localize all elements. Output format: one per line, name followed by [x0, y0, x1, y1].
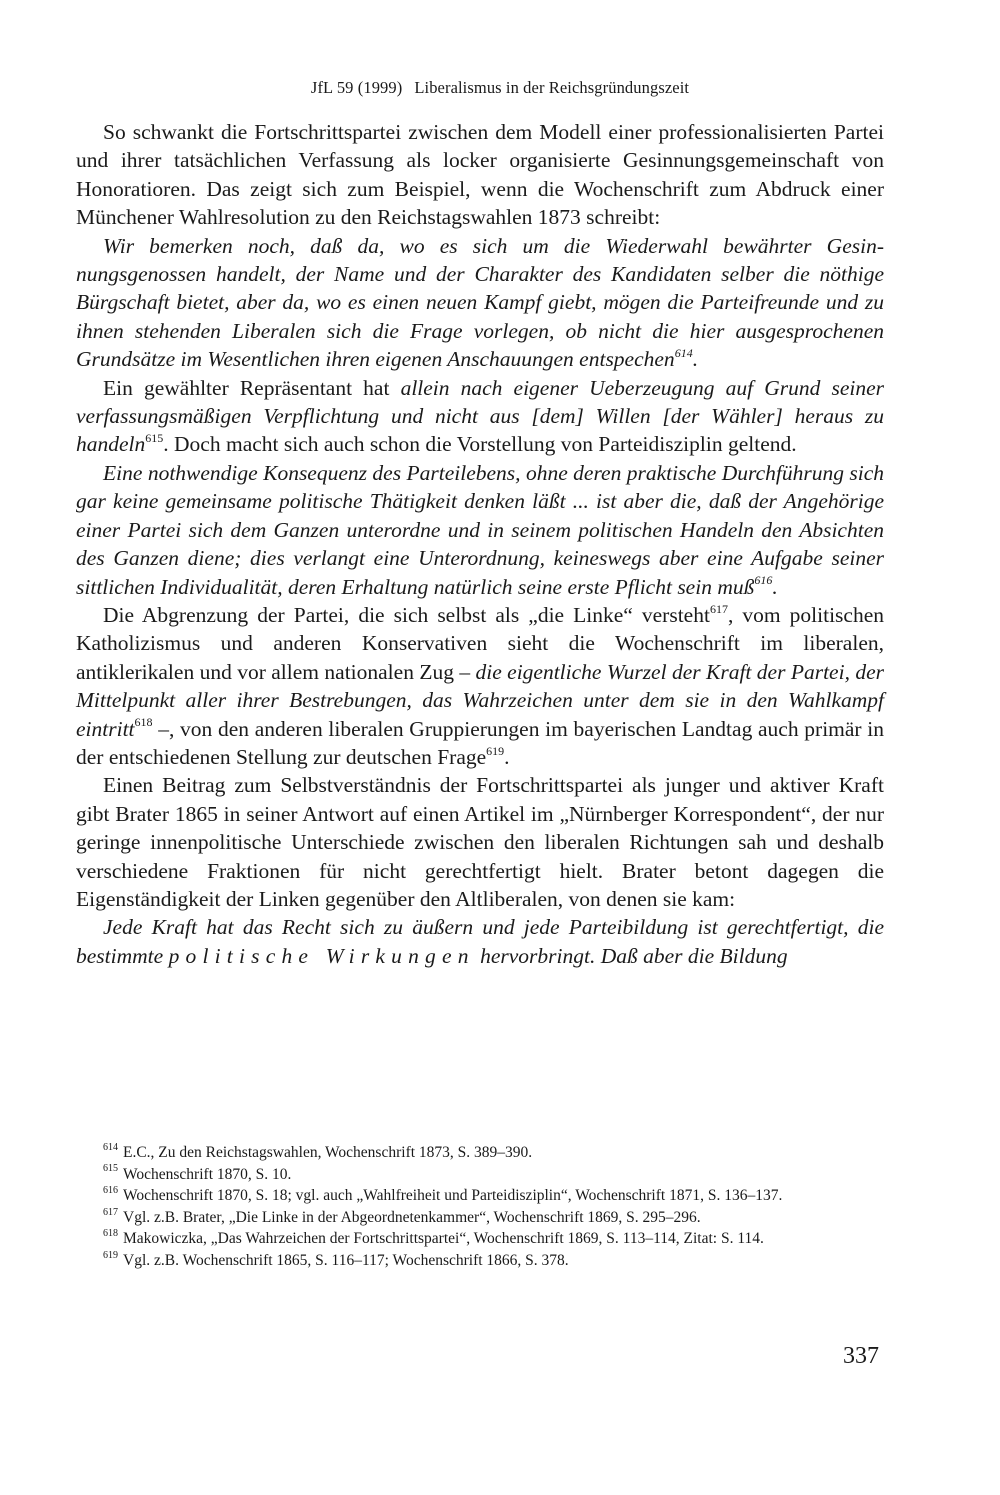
paragraph-4: Einen Beitrag zum Selbstverständnis der Fortschrittspartei als junger und aktiver Kraft gibt Brater 1865 in seiner Antwort auf einen Artikel im „Nürnberger Korrespondent“, der nur geringe innenpolitische Unterschiede zwischen den liberalen Richtungen sah und deshalb verschiedene Fraktionen für nicht gerechtfertigt hielt. Brater betont dagegen die Eigenständigkeit der Linken gegenüber den Altliberalen, von denen sie kam:	[76, 773, 884, 911]
footnote-ref-617: 617	[709, 601, 728, 616]
paragraph-2-lead: Ein gewählter Repräsentant hat	[103, 375, 401, 400]
footnote-614	[76, 1142, 884, 1164]
quote-3	[76, 913, 884, 970]
footnote-616	[76, 1185, 884, 1207]
footnote-text: Wochenschrift 1870, S. 10.	[123, 1165, 292, 1183]
paragraph-2	[76, 374, 884, 459]
footnote-text: Vgl. z.B. Brater, „Die Linke in der Abgeordnetenkammer“, Wochenschrift 1869, S. 295–296.	[123, 1208, 701, 1226]
footnote-number: 618	[103, 1228, 118, 1240]
footnote-615	[76, 1164, 884, 1186]
journal-citation: JfL 59 (1999)	[310, 78, 403, 97]
quote-3-spaced: politische Wirkungen	[168, 943, 475, 968]
main-text	[76, 118, 884, 970]
paragraph-2-tail: . Doch macht sich auch schon die Vorstellung von Parteidisziplin geltend.	[163, 432, 797, 457]
footnote-619	[76, 1250, 884, 1272]
paragraph-3	[76, 601, 884, 771]
footnotes	[76, 1142, 884, 1272]
footnote-ref-616: 616	[754, 573, 773, 588]
footnote-text: Vgl. z.B. Wochenschrift 1865, S. 116–117; Wochenschrift 1866, S. 378.	[123, 1251, 569, 1269]
footnote-number: 619	[103, 1249, 118, 1261]
footnote-617	[76, 1207, 884, 1229]
footnote-text: Makowiczka, „Das Wahrzeichen der Fortschrittspartei“, Wochenschrift 1869, S. 113–114, Zitat: S. 114.	[123, 1230, 764, 1248]
quote-3-lead: Jede Kraft hat das Recht sich zu äußern und jede Parteibildung ist gerechtfertigt, die bestimmte	[76, 915, 884, 968]
paragraph-1: So schwankt die Fortschrittspartei zwischen dem Modell einer professionalisierten Partei und ihrer tatsächlichen Verfassung als locker organisierte Gesinnungsgemeinschaft von Honoratioren. Das zeigt sich zum Beispiel, wenn die Wochenschrift zum Abdruck einer Münchener Wahlresolution zu den Reichstagswahlen 1873 schreibt:	[76, 120, 884, 230]
paragraph-3-tail: –, von den anderen liberalen Gruppierungen im bayerischen Landtag auch primär in der entschiedenen Stellung zur deutschen Frage	[76, 716, 884, 769]
paragraph-2-quote: allein nach eigener Ueberzeugung auf Grund seiner verfassungsmäßigen Verpflichtung und nicht aus [dem] Willen [der Wähler] heraus zu handeln	[76, 375, 884, 457]
footnote-number: 614	[103, 1141, 118, 1153]
quote-1-end: .	[692, 347, 699, 372]
footnote-text: E.C., Zu den Reichstagswahlen, Wochenschrift 1873, S. 389–390.	[123, 1144, 533, 1161]
footnote-number: 617	[103, 1206, 118, 1218]
paragraph-3-lead: Die Abgrenzung der Partei, die sich selbst als „die Linke“ versteht	[103, 602, 710, 627]
quote-2	[76, 459, 884, 601]
running-header	[0, 78, 1000, 98]
footnote-ref-614: 614	[674, 346, 693, 361]
quote-1-text: Wir bemerken noch, daß da, wo es sich um die Wiederwahl bewährter Gesinnungsgenossen handelt, der Name und der Charakter des Kandidaten selber die nöthige Bürgschaft bietet, aber da, wo es einen neuen Kampf giebt, mögen die Parteifreunde und zu ihnen stehenden Liberalen sich die Frage vorlegen, ob nicht die hier ausgesprochenen Grundsätze im Wesentlichen ihren eigenen Anschauungen entspechen	[76, 233, 884, 372]
quote-3-tail: hervorbringt. Daß aber die Bildung	[474, 943, 788, 968]
quote-2-text: Eine nothwendige Konsequenz des Parteilebens, ohne deren praktische Durchführung sich gar keine gemeinsame politische Thätigkeit denken läßt ... ist aber die, daß der Angehörige einer Partei sich dem Ganzen unterordne und in seinem politischen Handeln den Absichten des Ganzen diene; dies verlangt eine Unterordnung, keineswegs aber eine Aufgabe seiner sittlichen Individualität, deren Erhaltung natürlich seine erste Pflicht sein muß	[76, 460, 884, 599]
running-title: Liberalismus in der Reichsgründungszeit	[414, 78, 690, 97]
footnote-text: Wochenschrift 1870, S. 18; vgl. auch „Wahlfreiheit und Parteidisziplin“, Wochenschrift 1871, S. 136–137.	[123, 1187, 783, 1205]
paragraph-3-quote: die eigentliche Wurzel der Kraft der Partei, der Mittelpunkt aller ihrer Bestrebungen, das Wahrzeichen unter dem sie in den Wahlkampf eintritt	[76, 659, 884, 741]
paragraph-3-middle: , vom politischen Katholizismus und anderen Konservativen sieht die Wochenschrift im liberalen, antiklerikalen und vor allem nationalen Zug –	[76, 602, 885, 684]
footnote-ref-618: 618	[134, 715, 153, 730]
footnote-ref-615: 615	[145, 431, 164, 446]
quote-1	[76, 232, 884, 374]
footnote-ref-619: 619	[486, 743, 505, 758]
paragraph-3-end: .	[504, 744, 510, 769]
footnote-number: 615	[103, 1163, 118, 1175]
page-number: 337	[843, 1343, 879, 1369]
quote-2-end: .	[772, 574, 778, 599]
footnote-618	[76, 1228, 884, 1250]
footnote-number: 616	[103, 1185, 118, 1197]
